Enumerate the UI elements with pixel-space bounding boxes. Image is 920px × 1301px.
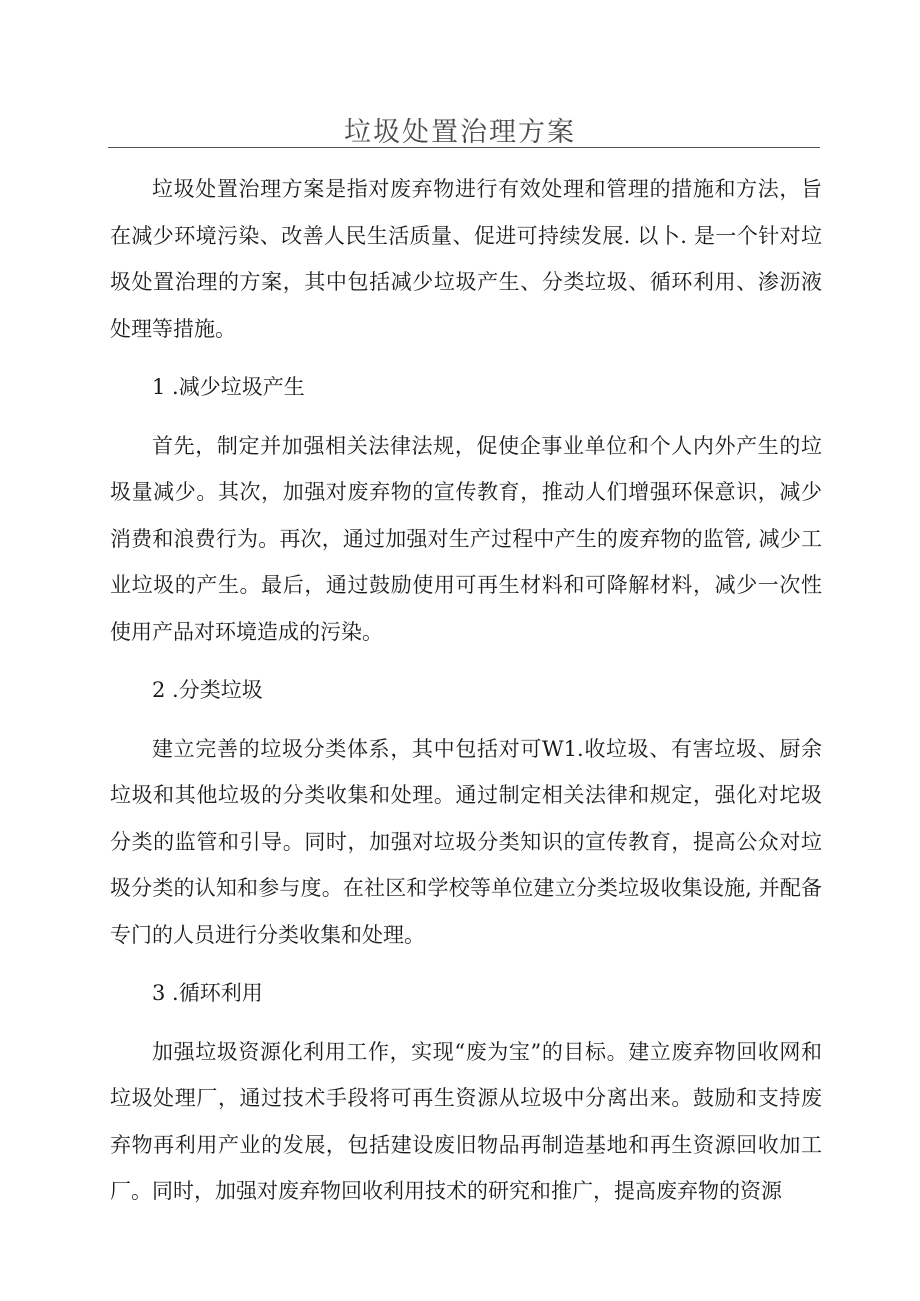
section-paragraph-1: 首先，制定并加强相关法律法规，促使企事业单位和个人内外产生的垃圾量减少。其次，加强对废弃物的宣传教育，推动人们增强环保意识，减少消费和浪费行为。再次，通过加强对生产过程中产生的废弃物的监管, 减少工业垃圾的产生。最后，通过鼓励使用可再生材料和可降解材料，减少一次性使用产品对环境造成的污染。	[110, 433, 822, 644]
title-divider	[108, 147, 820, 148]
section-heading-1: 1 .减少垃圾产生	[152, 375, 305, 399]
section-paragraph-2: 建立完善的垃圾分类体系，其中包括对可W1.收垃圾、有害垃圾、厨余垃圾和其他垃圾的分类收集和处理。通过制定相关法律和规定，强化对坨圾分类的监管和引导。同时，加强对垃圾分类知识的宣传教育，提高公众对垃圾分类的认知和参与度。在社区和学校等单位建立分类垃圾收集设施, 并配备专门的人员进行分类收集和处理。	[110, 736, 822, 947]
section-heading-2: 2 .分类垃圾	[152, 678, 263, 702]
section-paragraph-3: 加强垃圾资源化利用工作，实现“废为宝”的目标。建立废弃物回收网和垃圾处理厂，通过技术手段将可再生资源从垃圾中分离出来。鼓励和支持废弃物再利用产业的发展，包括建设废旧物品再制造基地和再生资源回收加工厂。同时，加强对废弃物回收利用技术的研究和推广，提高废弃物的资源	[110, 1039, 822, 1203]
document-title: 垃圾处置治理方案	[344, 117, 576, 148]
section-heading-3: 3 .循环利用	[152, 981, 263, 1005]
intro-paragraph: 垃圾处置治理方案是指对废弃物进行有效处理和管理的措施和方法，旨在减少环境污染、改善人民生活质量、促进可持续发展. 以卜. 是一个针对垃圾处置治理的方案，其中包括减少垃圾产生、分类垃圾、循环利用、渗沥液处理等措施。	[110, 177, 822, 341]
document-body	[110, 166, 822, 1215]
